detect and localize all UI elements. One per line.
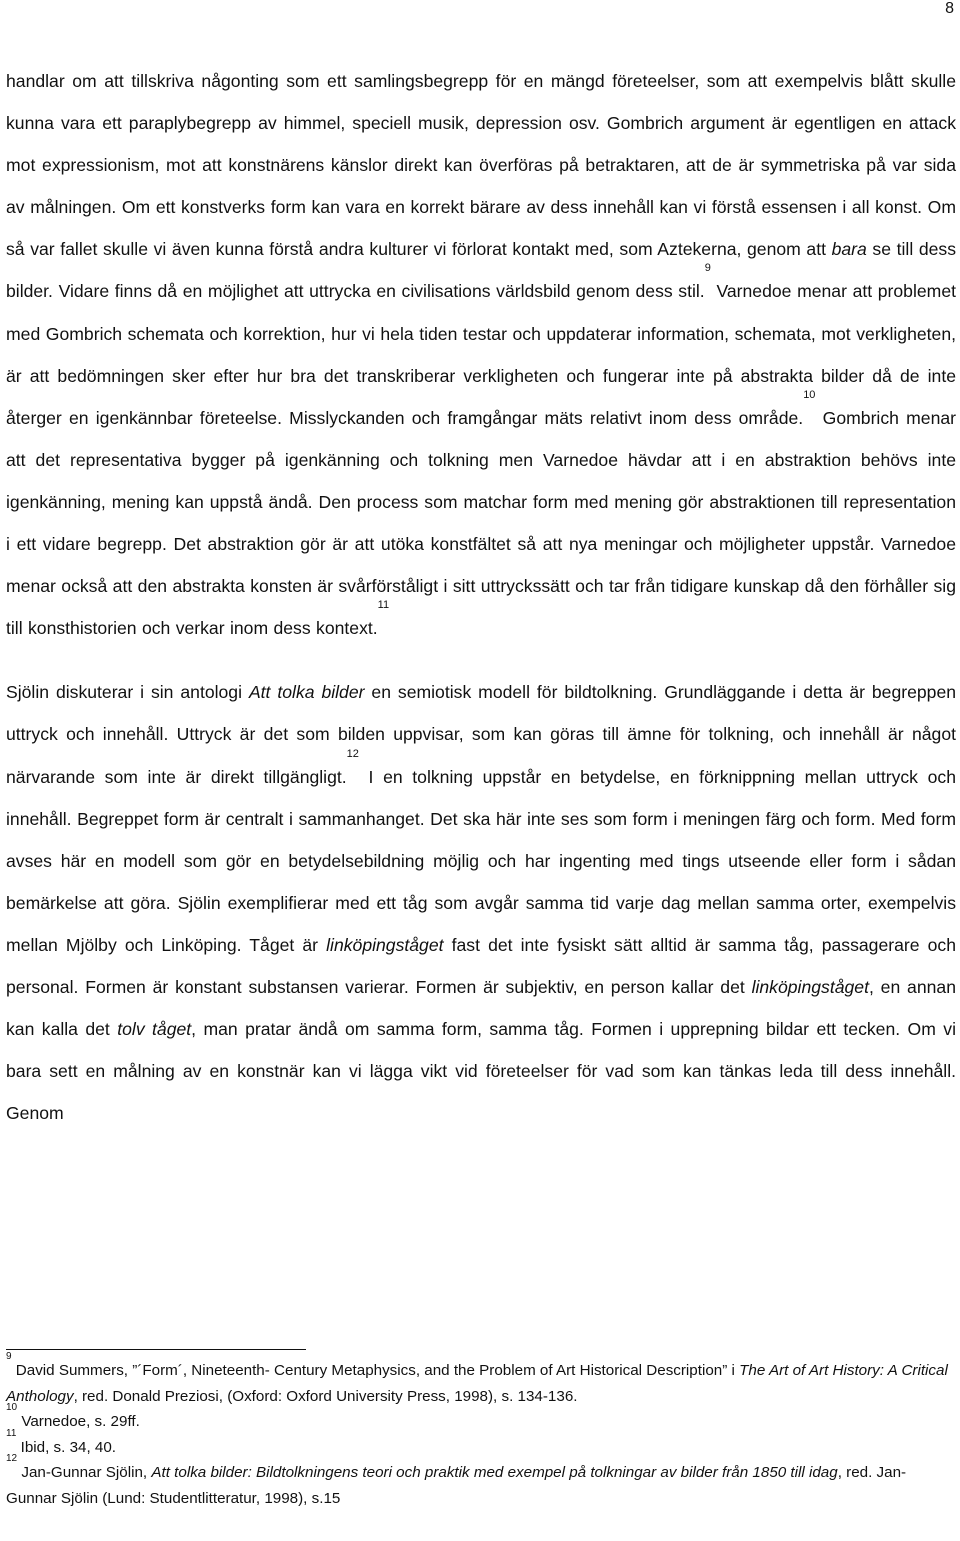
italic-text: Att tolka bilder (248, 682, 365, 703)
footnote (6, 1453, 956, 1511)
footnote (6, 1427, 956, 1461)
footnote-reference: 12 (346, 747, 359, 760)
text-run: Varnedoe, s. 29ff. (17, 1413, 140, 1431)
text-run: , man pratar ändå om samma form, samma tåg. Formen i upprepning bildar ett tecken. Om vi bara sett en målning av en konstnär kan vi lägga vikt vid företeelser för vad som kan tänkas leda till dess innehåll. Genom (6, 1019, 956, 1124)
text-run: , red. Donald Preziosi, (Oxford: Oxford University Press, 1998), s. 134-136. (73, 1387, 578, 1405)
text-run: handlar om att tillskriva någonting som ett samlingsbegrepp för en mängd företeelser, som att exempelvis blått skulle kunna vara ett paraplybegrepp av himmel, speciell musik, depression osv. Gombrich argument är egentligen en attack mot expressionism, mot att konstnärens känslor direkt kan överföras på betraktaren, att de är symmetriska på var sida av målningen. Om ett konstverks form kan vara en korrekt bärare av dess innehåll kan vi förstå essensen i all konst. Om så var fallet skulle vi även kunna förstå andra kulturer vi förlorat kontakt med, som Aztekerna, genom att (6, 71, 956, 260)
footnotes (6, 1351, 956, 1512)
text-run: Gombrich menar att det representativa bygger på igenkänning och tolkning men Varnedoe hävdar att i en abstraktion behövs inte igenkänning, mening kan uppstå ändå. Den process som matchar form med mening gör abstraktionen till representation i ett vidare begrepp. Det abstraktion gör är att utöka konstfältet så att nya meningar och möjligheter uppstår. Varnedoe menar också att den abstrakta konsten är svårförståligt i sitt uttryckssätt och tar från tidigare kunskap då den förhåller sig till konsthistorien och verkar inom dess kontext. (6, 407, 956, 639)
footnote-reference: 11 (377, 599, 390, 612)
footnote-reference: 10 (803, 388, 816, 401)
text-run: Ibid, s. 34, 40. (16, 1438, 117, 1456)
text-run: se till dess bilder. Vidare finns då en möjlighet att uttrycka en civilisations världsbild genom dess stil. (6, 239, 956, 302)
text-run: I en tolkning uppstår en betydelse, en förknippning mellan uttryck och innehåll. Begreppet form är centralt i sammanhanget. Det ska här inte ses som form i meningen färg och form. Med form avses här en modell som gör en betydelsebildning möjlig och har ingenting med tings utseende eller form i sådan bemärkelse att göra. Sjölin exemplifierar med ett tåg som avgår samma tid varje dag mellan samma orter, exempelvis mellan Mjölby och Linköping. Tåget är (6, 766, 956, 955)
footnote (6, 1402, 956, 1435)
body-text (6, 60, 956, 1134)
text-run: Sjölin diskuterar i sin antologi (6, 682, 249, 703)
footnote-number: 9 (6, 1351, 12, 1362)
italic-text: linköpingståget (751, 976, 869, 997)
text-run: en semiotisk modell för bildtolkning. Grundläggande i detta är begreppen uttryck och innehåll. Uttryck är det som bilden uppvisar, som kan göras till ämne för tolkning, och innehåll är något närvarande som inte är direkt tillgängligt. (6, 682, 957, 787)
page-number: 8 (945, 0, 954, 17)
text-run: fast det inte fysiskt sätt alltid är samma tåg, passagerare och personal. Formen är konstant substansen varierar. Formen är subjektiv, en person kallar det (6, 934, 956, 997)
footnote (6, 1351, 956, 1409)
text-run: Jan-Gunnar Sjölin, (17, 1464, 152, 1482)
text-run: , en annan kan kalla det (6, 976, 956, 1040)
text-run: David Summers, ”´Form´, Nineteenth- Century Metaphysics, and the Problem of Art Historical Description” i (11, 1362, 740, 1379)
footnote-separator (6, 1349, 306, 1350)
italic-text: The Art of Art History: A Critical Anthology (6, 1362, 948, 1405)
footnote-number: 12 (6, 1453, 18, 1465)
footnote-reference: 9 (704, 262, 711, 275)
footnote-number: 10 (6, 1402, 18, 1414)
italic-text: linköpingståget (326, 934, 444, 955)
paragraph (6, 671, 956, 1134)
text-run: , red. Jan-Gunnar Sjölin (Lund: Studentlitteratur, 1998), s.15 (6, 1464, 907, 1507)
paragraph (6, 60, 956, 649)
italic-text: bara (831, 239, 867, 260)
text-run: Varnedoe menar att problemet med Gombrich schemata och korrektion, hur vi hela tiden testar och uppdaterar information, schemata, mot verkligheten, är att bedömningen sker efter hur bra det transkriberar verkligheten och fungerar inte på abstrakta bilder då de inte återger en igenkännbar företeelse. Misslyckanden och framgångar mäts relativt inom dess område. (6, 281, 956, 428)
italic-text: Att tolka bilder: Bildtolkningens teori och praktik med exempel på tolkningar av bilder från 1850 till idag (151, 1464, 838, 1482)
footnote-number: 11 (6, 1427, 17, 1439)
italic-text: tolv tåget (117, 1019, 192, 1040)
